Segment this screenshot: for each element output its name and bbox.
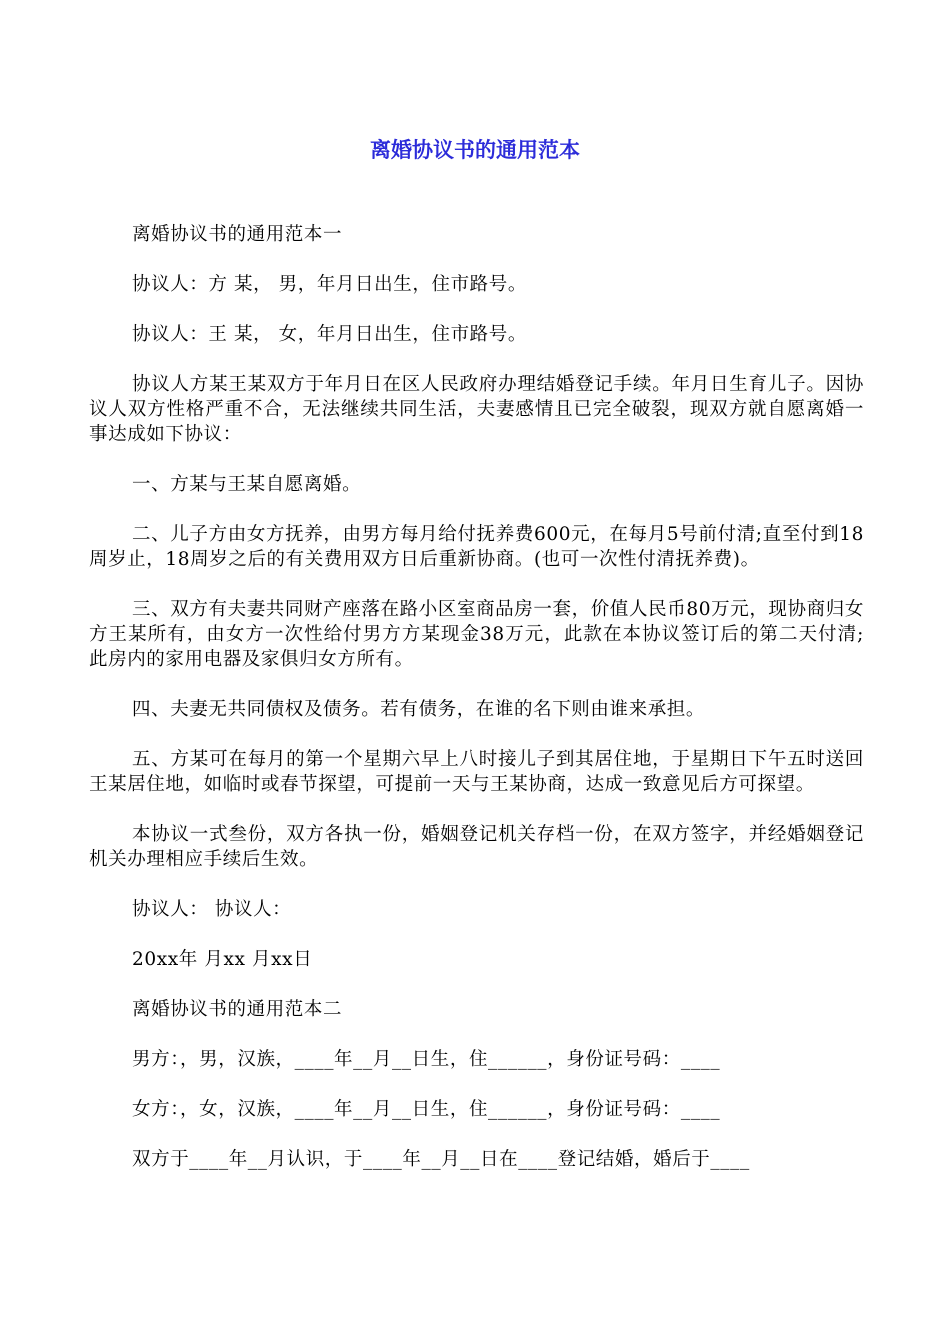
party-line-fang: 协议人：方 某， 男，年月日出生，住市路号。 bbox=[132, 274, 527, 295]
document-body bbox=[89, 222, 864, 1197]
female-party-line: 女方：，女，汉族，____年__月__日生，住______，身份证号码：____ bbox=[132, 1099, 721, 1120]
preamble-paragraph: 协议人方某王某双方于年月日在区人民政府办理结婚登记手续。年月日生育儿子。因协议人双方性格严重不合，无法继续共同生活，夫妻感情且已完全破裂，现双方就自愿离婚一事达成如下协议： bbox=[89, 374, 864, 445]
clause-three: 三、双方有夫妻共同财产座落在路小区室商品房一套，价值人民币80万元，现协商归女方王某所有，由女方一次性给付男方方某现金38万元，此款在本协议签订后的第二天付清;此房内的家用电器及家俱归女方所有。 bbox=[89, 599, 864, 670]
male-party-line: 男方：，男，汉族，____年__月__日生，住______，身份证号码：____ bbox=[132, 1049, 721, 1070]
date-line: 20xx年 月xx 月xx日 bbox=[132, 949, 313, 970]
effectiveness-paragraph: 本协议一式叁份，双方各执一份，婚姻登记机关存档一份，在双方签字，并经婚姻登记机关办理相应手续后生效。 bbox=[89, 824, 864, 870]
clause-two: 二、儿子方由女方抚养，由男方每月给付抚养费600元，在每月5号前付清;直至付到18周岁止，18周岁之后的有关费用双方日后重新协商。(也可一次性付清抚养费)。 bbox=[89, 524, 864, 570]
marriage-history-line: 双方于____年__月认识，于____年__月__日在____登记结婚，婚后于____ bbox=[132, 1149, 750, 1170]
section-heading-one: 离婚协议书的通用范本一 bbox=[132, 224, 343, 245]
clause-five: 五、方某可在每月的第一个星期六早上八时接儿子到其居住地，于星期日下午五时送回王某居住地，如临时或春节探望，可提前一天与王某协商，达成一致意见后方可探望。 bbox=[89, 749, 864, 795]
party-line-wang: 协议人：王 某， 女，年月日出生，住市路号。 bbox=[132, 324, 527, 345]
clause-one: 一、方某与王某自愿离婚。 bbox=[132, 474, 362, 495]
signature-line: 协议人： 协议人： bbox=[132, 899, 292, 920]
clause-four: 四、夫妻无共同债权及债务。若有债务，在谁的名下则由谁来承担。 bbox=[132, 699, 706, 720]
document-title: 离婚协议书的通用范本 bbox=[370, 138, 580, 162]
section-heading-two: 离婚协议书的通用范本二 bbox=[132, 999, 343, 1020]
